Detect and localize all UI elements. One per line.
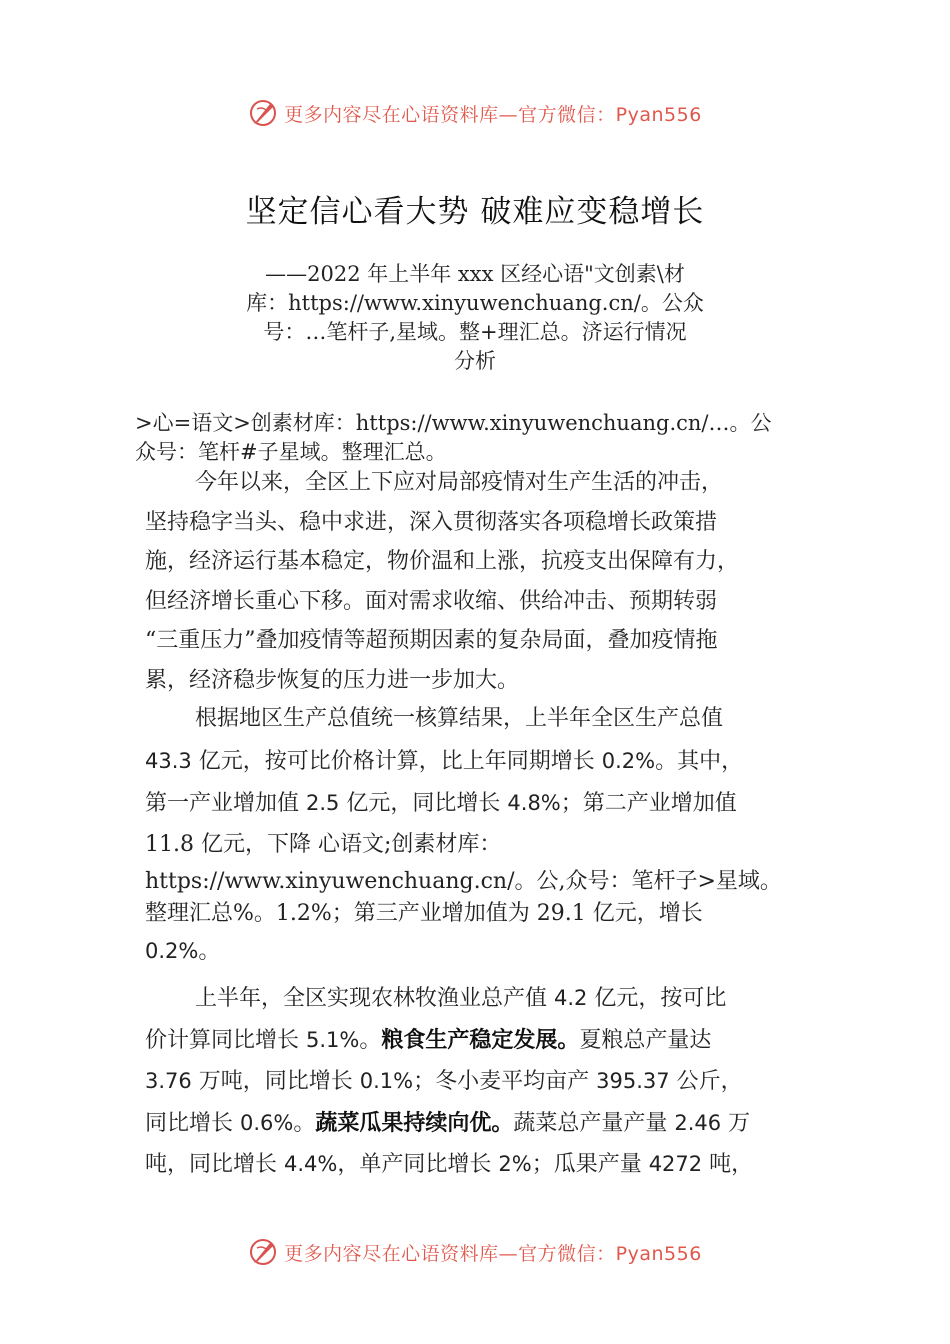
- paragraph-line: 价计算同比增长 5.1%。粮食生产稳定发展。夏粮总产量达: [145, 1026, 712, 1053]
- watermark-line: >心=语文>创素材库：https://www.xinyuwenchuang.cn/…。公: [135, 411, 772, 435]
- paragraph-line: 0.2%。: [145, 939, 221, 964]
- paragraph-line: https://www.xinyuwenchuang.cn/。公,众号：笔杆子>星域。: [145, 869, 782, 894]
- paragraph-line: 根据地区生产总值统一核算结果，上半年全区生产总值: [195, 706, 724, 731]
- banner-text: 更多内容尽在心语资料库—官方微信：Pyan556: [284, 103, 702, 126]
- paragraph-line: 第一产业增加值 2.5 亿元，同比增长 4.8%；第二产业增加值: [145, 791, 737, 816]
- page-title: 坚定信心看大势 破难应变稳增长: [245, 194, 705, 230]
- paragraph-line: “三重压力”叠加疫情等超预期因素的复杂局面，叠加疫情拖: [145, 628, 718, 653]
- quill-logo-icon: [248, 1237, 278, 1267]
- subtitle-line: ——2022 年上半年 xxx 区经心语"文创素\材: [265, 262, 685, 286]
- paragraph-line: 同比增长 0.6%。蔬菜瓜果持续向优。蔬菜总产量产量 2.46 万: [145, 1109, 751, 1136]
- subtitle-line: 号：…笔杆子,星域。整+理汇总。济运行情况: [263, 320, 687, 344]
- paragraph-line: 施，经济运行基本稳定，物价温和上涨，抗疫支出保障有力，: [145, 549, 740, 574]
- bold-heading: 粮食生产稳定发展。: [381, 1026, 580, 1053]
- paragraph-line: 43.3 亿元，按可比价格计算，比上年同期增长 0.2%。其中，: [145, 749, 744, 774]
- paragraph-line: 今年以来，全区上下应对局部疫情对生产生活的冲击，: [195, 470, 724, 495]
- watermark-line: 众号：笔杆#子星域。整理汇总。: [135, 440, 447, 464]
- subtitle-line: 分析: [454, 349, 496, 373]
- paragraph-line: 3.76 万吨，同比增长 0.1%；冬小麦平均亩产 395.37 公斤，: [145, 1069, 743, 1094]
- paragraph-line: 但经济增长重心下移。面对需求收缩、供给冲击、预期转弱: [145, 588, 718, 614]
- paragraph: [145, 978, 825, 1186]
- subtitle-line: 库：https://www.xinyuwenchuang.cn/。公众: [246, 291, 704, 315]
- paragraph-line: 11.8 亿元，下降 心语文;创素材库：: [145, 832, 502, 857]
- paragraph-line: 累，经济稳步恢复的压力进一步加大。: [145, 667, 520, 693]
- paragraph-line: 吨，同比增长 4.4%，单产同比增长 2%；瓜果产量 4272 吨，: [145, 1152, 754, 1177]
- header-banner: [0, 93, 950, 133]
- footer-banner: [0, 1232, 950, 1272]
- quill-logo-icon: [248, 98, 278, 128]
- paragraph: [145, 698, 825, 972]
- subtitle: [215, 260, 735, 376]
- paragraph: [145, 463, 825, 700]
- wechat-id: Pyan556: [615, 1242, 702, 1265]
- banner-text: 更多内容尽在心语资料库—官方微信：Pyan556: [284, 1242, 702, 1265]
- paragraph-line: 整理汇总%。1.2%；第三产业增加值为 29.1 亿元，增长: [145, 901, 703, 926]
- wechat-id: Pyan556: [615, 103, 702, 126]
- paragraph-line: 上半年，全区实现农林牧渔业总产值 4.2 亿元，按可比: [195, 986, 727, 1011]
- bold-heading: 蔬菜瓜果持续向优。: [315, 1109, 514, 1136]
- paragraph-line: 坚持稳字当头、稳中求进，深入贯彻落实各项稳增长政策措: [145, 509, 718, 535]
